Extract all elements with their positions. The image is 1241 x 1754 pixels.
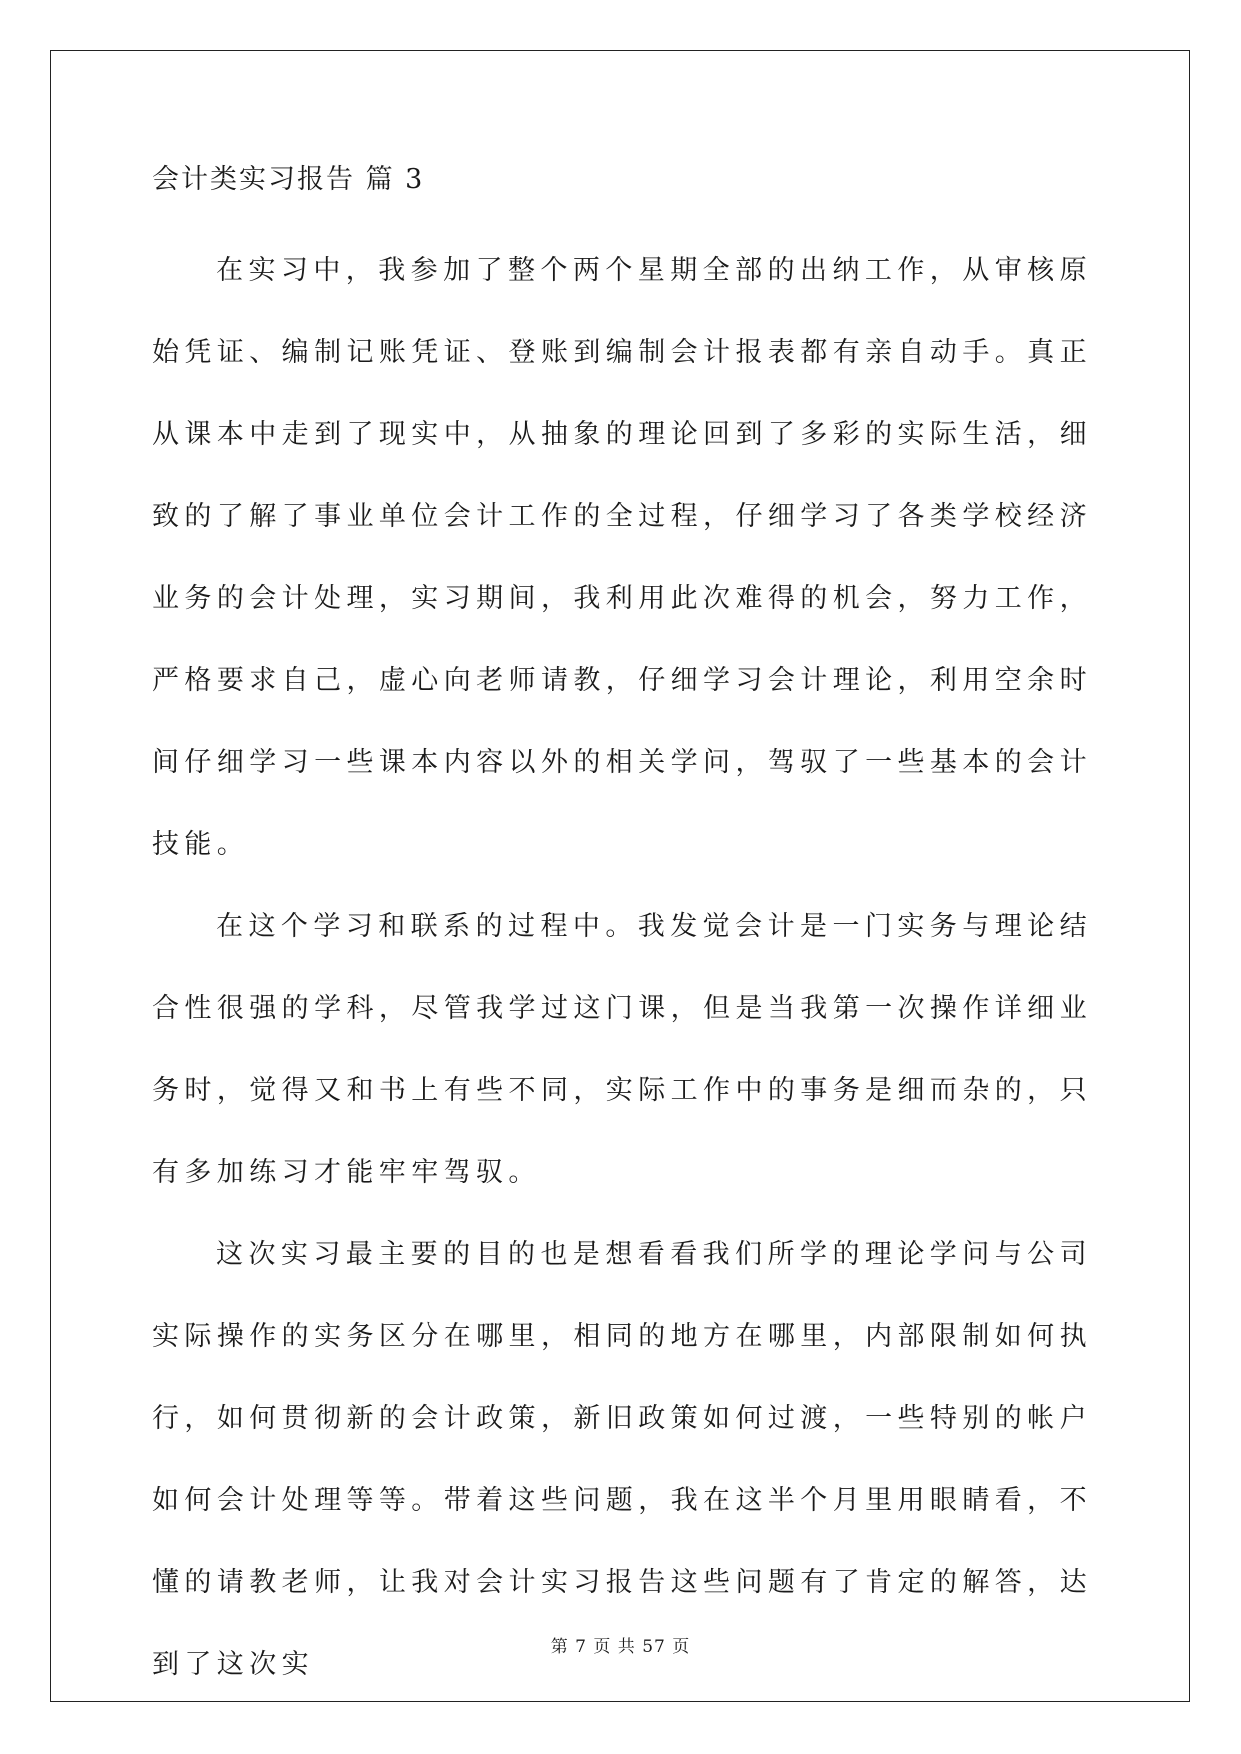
section-heading: 会计类实习报告 篇 3 — [152, 164, 425, 195]
paragraph-1: 在实习中，我参加了整个两个星期全部的出纳工作，从审核原始凭证、编制记账凭证、登账到编制会计报表都有亲自动手。真正从课本中走到了现实中，从抽象的理论回到了多彩的实际生活，细致的了解了事业单位会计工作的全过程，仔细学习了各类学校经济业务的会计处理，实习期间，我利用此次难得的机会，努力工作，严格要求自己，虚心向老师请教，仔细学习会计理论，利用空余时间仔细学习一些课本内容以外的相关学问，驾驭了一些基本的会计技能。 — [152, 255, 1092, 860]
paragraph-3: 这次实习最主要的目的也是想看看我们所学的理论学问与公司实际操作的实务区分在哪里，相同的地方在哪里，内部限制如何执行，如何贯彻新的会计政策，新旧政策如何过渡，一些特别的帐户如何会计处理等等。带着这些问题，我在这半个月里用眼睛看，不懂的请教老师，让我对会计实习报告这些问题有了肯定的解答，达到了这次实 — [152, 1239, 1092, 1680]
page-number-footer: 第 7 页 共 57 页 — [550, 1637, 691, 1657]
paragraph-2: 在这个学习和联系的过程中。我发觉会计是一门实务与理论结合性很强的学科，尽管我学过这门课，但是当我第一次操作详细业务时，觉得又和书上有些不同，实际工作中的事务是细而杂的，只有多加练习才能牢牢驾驭。 — [152, 911, 1092, 1188]
document-body — [152, 165, 1092, 1706]
